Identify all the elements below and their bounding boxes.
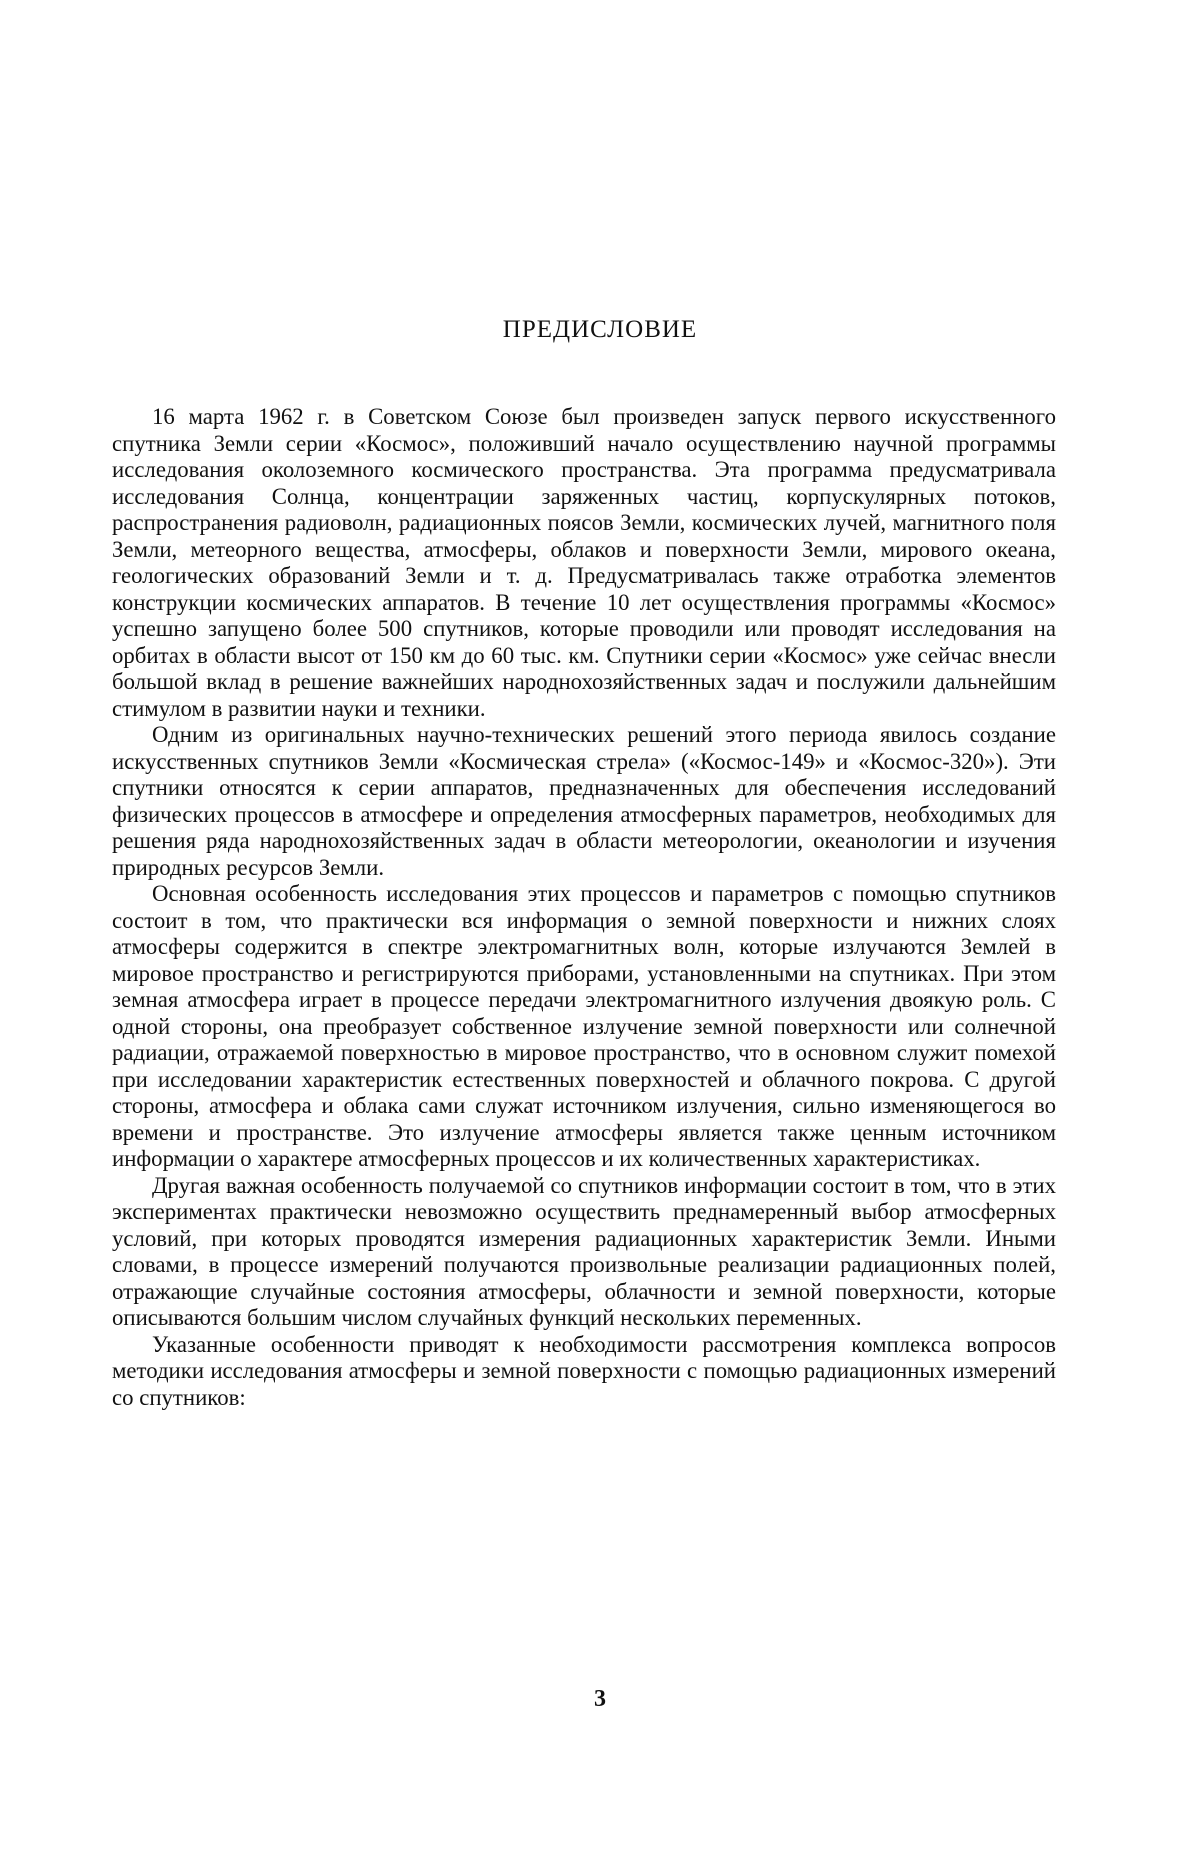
paragraph-cosmic-arrow: Одним из оригинальных научно-технических решений этого периода явилось создание искусственных спутников Земли «Космическая стрела» («Космос-149» и «Космос-320»). Эти спутники относятся к серии аппаратов, предназначенных для обеспечения исследований физических процессов в атмосфере и определения атмосферных параметров, необходимых для решения ряда народнохозяйственных задач в области метеорологии, океанологии и изучения природных ресурсов Земли. [112, 722, 1056, 880]
paragraph-conclusion: Указанные особенности приводят к необходимости рассмотрения комплекса вопросов методики исследования атмосферы и земной поверхности с помощью радиационных измерений со спутников: [112, 1331, 1056, 1410]
paragraph-main-feature: Основная особенность исследования этих процессов и параметров с помощью спутников состоит в том, что практически вся информация о земной поверхности и нижних слоях атмосферы содержится в спектре электромагнитных волн, которые излучаются Землей в мировое пространство и регистрируются приборами, установленными на спутниках. При этом земная атмосфера играет в процессе передачи электромагнитного излучения двоякую роль. С одной стороны, она преобразует собственное излучение земной поверхности или солнечной радиации, отражаемой поверхностью в мировое пространство, что в основном служит помехой при исследовании характеристик естественных поверхностей и облачного покрова. С другой стороны, атмосфера и облака сами служат источником излучения, сильно изменяющегося во времени и пространстве. Это излучение атмосферы является также ценным источником информации о характере атмосферных процессов и их количественных характеристиках. [112, 881, 1056, 1171]
page-number: 3 [594, 1686, 606, 1712]
page-title: ПРЕДИСЛОВИЕ [502, 316, 698, 343]
body-text [112, 404, 1056, 1411]
paragraph-other-feature: Другая важная особенность получаемой со спутников информации состоит в том, что в этих экспериментах практически невозможно осуществить преднамеренный выбор атмосферных условий, при которых проводятся измерения радиационных характеристик Земли. Иными словами, в процессе измерений получаются произвольные реализации радиационных полей, отражающие случайные состояния атмосферы, облачности и земной поверхности, которые описываются большим числом случайных функций нескольких переменных. [112, 1172, 1056, 1330]
paragraph-intro: 16 марта 1962 г. в Советском Союзе был произведен запуск первого искусственного спутника Земли серии «Космос», положивший начало осуществлению научной программы исследования околоземного космического пространства. Эта программа предусматривала исследования Солнца, концентрации заряженных частиц, корпускулярных потоков, распространения радиоволн, радиационных поясов Земли, космических лучей, магнитного поля Земли, метеорного вещества, атмосферы, облаков и поверхности Земли, мирового океана, геологических образований Земли и т. д. Предусматривалась также отработка элементов конструкции космических аппаратов. В течение 10 лет осуществления программы «Космос» успешно запущено более 500 спутников, которые проводили или проводят исследования на орбитах в области высот от 150 км до 60 тыс. км. Спутники серии «Космос» уже сейчас внесли большой вклад в решение важнейших народнохозяйственных задач и послужили дальнейшим стимулом в развитии науки и техники. [112, 404, 1056, 721]
